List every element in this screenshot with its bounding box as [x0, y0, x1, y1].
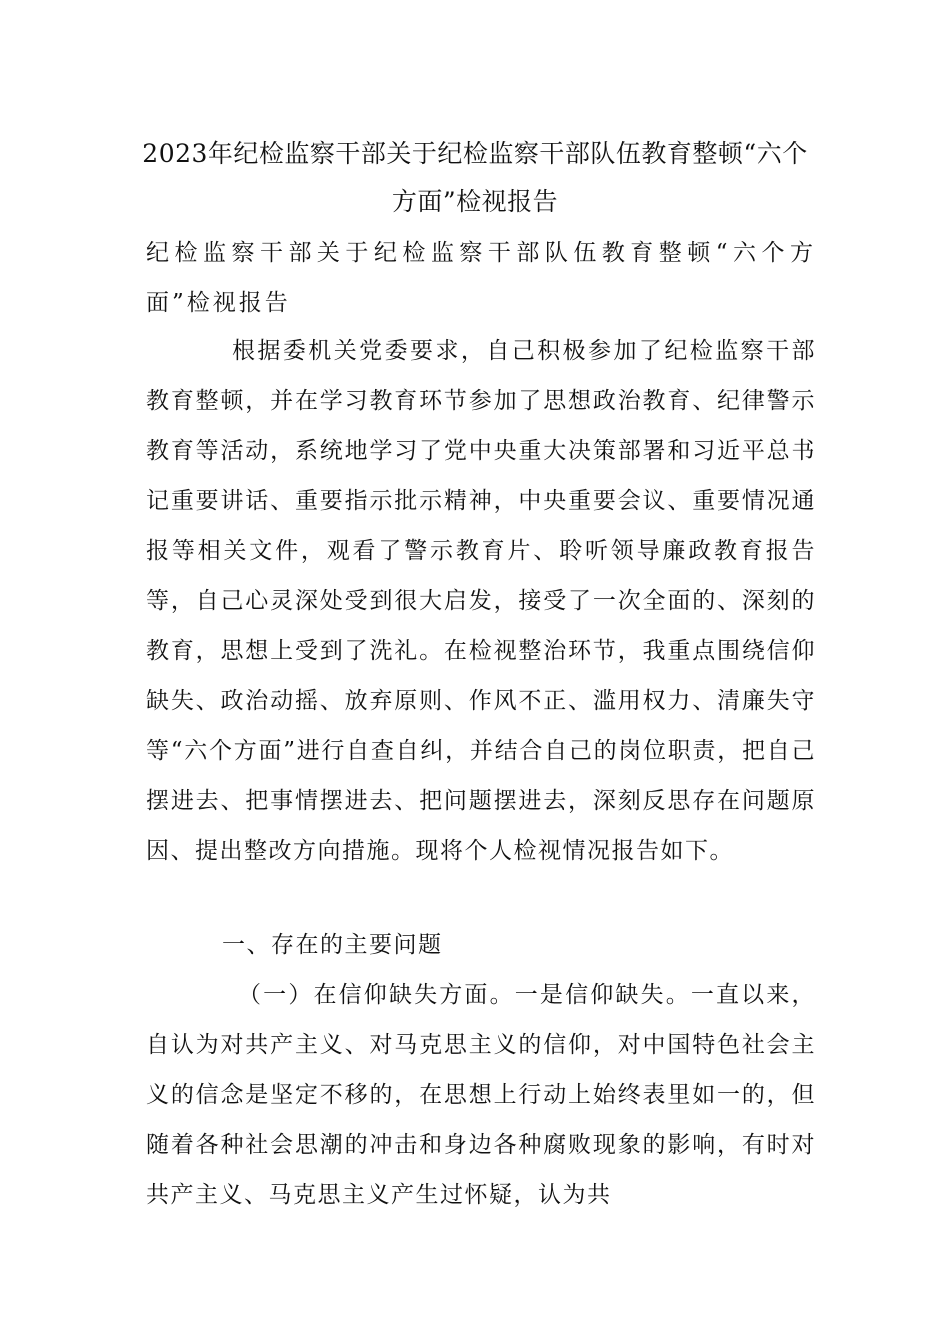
section-heading: 一、存在的主要问题 — [222, 932, 443, 958]
document-title: 2023年纪检监察干部关于纪检监察干部队伍教育整顿“六个方面”检视报告 — [142, 139, 808, 216]
section-paragraph: （一）在信仰缺失方面。一是信仰缺失。一直以来，自认为对共产主义、对马克思主义的信仰，对中国特色社会主义的信念是坚定不移的，在思想上行动上始终表里如一的，但随着各种社会思潮的冲击和身边各种腐败现象的影响，有时对共产主义、马克思主义产生过怀疑，认为共 — [146, 982, 816, 1208]
intro-paragraph: 根据委机关党委要求，自己积极参加了纪检监察干部教育整顿，并在学习教育环节参加了思想政治教育、纪律警示教育等活动，系统地学习了党中央重大决策部署和习近平总书记重要讲话、重要指示批示精神，中央重要会议、重要情况通报等相关文件，观看了警示教育片、聆听领导廉政教育报告等，自己心灵深处受到很大启发，接受了一次全面的、深刻的教育，思想上受到了洗礼。在检视整治环节，我重点围绕信仰缺失、政治动摇、放弃原则、作风不正、滥用权力、清廉失守等“六个方面”进行自查自纠，并结合自己的岗位职责，把自己摆进去、把事情摆进去、把问题摆进去，深刻反思存在问题原因、提出整改方向措施。现将个人检视情况报告如下。 — [146, 338, 816, 864]
document-subtitle: 纪检监察干部关于纪检监察干部队伍教育整顿“六个方面”检视报告 — [146, 240, 816, 316]
